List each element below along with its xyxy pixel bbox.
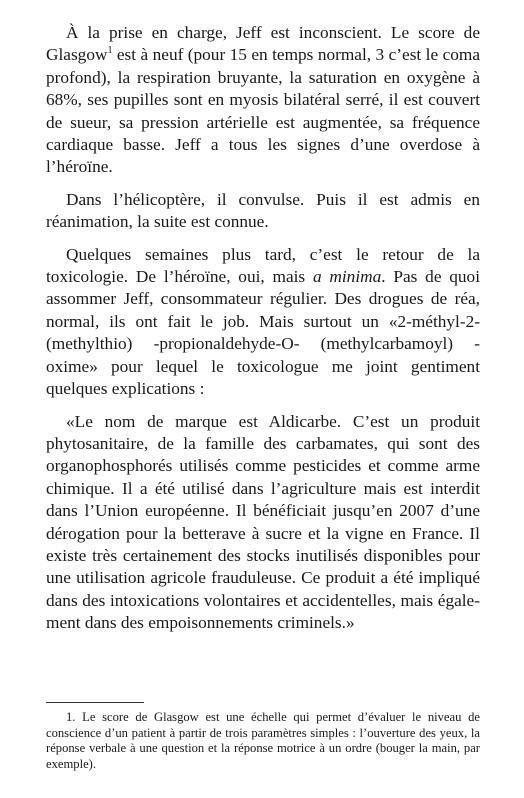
footnote-ref: 1 xyxy=(107,45,113,57)
italic-phrase: a minima xyxy=(312,267,382,287)
footnote-text: Le score de Glasgow est une échelle qui permet d’évaluer le niveau de conscience d’un patient à partir de trois paramètres simples : l’ouverture des yeux, la réponse verbale à une question et la réponse motrice à un ordre (bouger la main, par exemple). xyxy=(46,710,480,771)
paragraph-text: Quelques semaines plus tard, c’est le retour de la toxicologie. De l’héroïne, oui, mais xyxy=(46,244,480,287)
paragraph-text: . Pas de quoi assommer Jeff, consommateur régulier. Des drogues de réa, normal, ils ont fait le job. Mais surtout un «2-méthyl-2- (methylthio) -propionaldehyde-O- (methylcarbamoyl) -oxime» pour lequel le toxicologue me joint gentiment quelques explications : xyxy=(46,267,481,399)
paragraph-helicopter xyxy=(46,189,480,234)
footnote-divider xyxy=(46,702,144,703)
footnote-number: 1. xyxy=(66,710,76,724)
paragraph-text: À la prise en charge, Jeff est inconscient. Le score de Glasgow xyxy=(46,23,480,65)
paragraph-arrival xyxy=(46,22,480,179)
paragraph-toxicology xyxy=(46,244,480,401)
paragraph-text: Dans l’hélicoptère, il convulse. Puis il est admis en réanimation, la suite est connue. xyxy=(46,189,480,232)
page-body xyxy=(46,22,480,635)
footnote xyxy=(46,710,480,772)
quote-text: «Le nom de marque est Aldicarbe. C’est un produit phytosanitaire, de la famille des carbamates, qui sont des organophosphorés utilisés comme pesticides et comme arme chimique. Il a été utilisé dans l’agriculture mais est interdit dans l’Union européenne. Il bénéficiait jusqu’en 2007 d’une dérogation pour la betterave à sucre et la vigne en France. Il existe très certainement des stocks inutilisés disponibles pour une utilisation agricole frauduleuse. Ce produit a été impliqué dans des intoxications volontaires et accidentelles, mais également dans des empoisonnements criminels.» xyxy=(46,411,480,633)
paragraph-text: est à neuf (pour 15 en temps normal, 3 c’est le coma profond), la respiration bruyante, la saturation en oxygène à 68%, ses pupilles sont en myosis bilatéral serré, il est couvert de sueur, sa pression artérielle est augmentée, sa fréquence cardiaque basse. Jeff a tous les signes d’une overdose à l’héroïne. xyxy=(46,45,480,177)
paragraph-quote xyxy=(46,411,480,635)
